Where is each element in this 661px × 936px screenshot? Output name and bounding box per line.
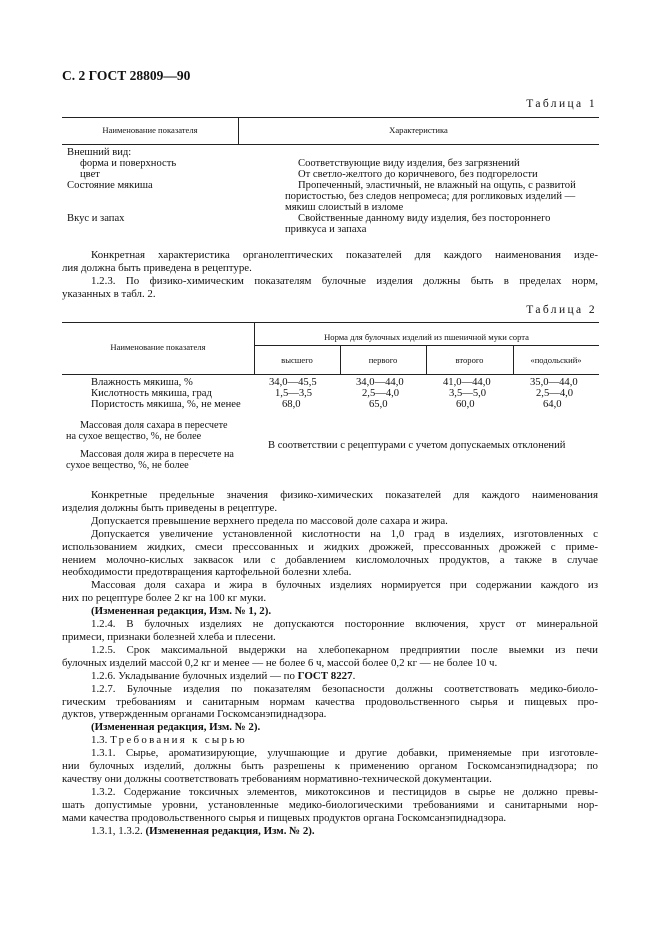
table2-header-rule bbox=[62, 374, 599, 375]
text-line: качеству они должны соответствовать требованиям нормативно-технической документации. bbox=[62, 772, 492, 785]
table2-cell: 60,0 bbox=[456, 399, 475, 410]
text-line: 1.2.7. Булочные изделия по показателям безопасности должны соответствовать медико-биоло- bbox=[91, 682, 598, 695]
text-line: шать допустимые уровни, установленные медико-биологическими требованиями и санитарными нор- bbox=[62, 798, 598, 811]
amended-note: (Измененная редакция, Изм. № 2). bbox=[145, 824, 315, 837]
table2-cell: 64,0 bbox=[543, 399, 562, 410]
text-line: 1.2.3. По физико-химическим показателям булочные изделия должны быть в пределах норм, bbox=[91, 274, 598, 287]
text-line bbox=[62, 670, 598, 683]
table2-grade-podolsky: «подольский» bbox=[530, 355, 582, 365]
table1-value-shape: Соответствующие виду изделия, без загрязнений bbox=[298, 158, 520, 169]
table2-cell: 35,0—44,0 bbox=[530, 377, 578, 388]
text-run: 1.2.6. Укладывание булочных изделий — по bbox=[91, 669, 298, 682]
table1-caption: Таблица 1 bbox=[526, 98, 597, 110]
body-text bbox=[62, 489, 598, 837]
table2-cell: 34,0—44,0 bbox=[356, 377, 404, 388]
table2-cell: 3,5—5,0 bbox=[449, 388, 487, 399]
table2-row-fat-1: Массовая доля жира в пересчете на bbox=[80, 449, 234, 460]
text-line: Допускается превышение верхнего предела по массовой доле сахара и жира. bbox=[91, 514, 448, 527]
table2-top-rule bbox=[62, 322, 599, 323]
text-line: использованием жидких, смеси прессованных и жидких дрожжей, прессованных дрожжей с приме- bbox=[62, 540, 598, 553]
table2-cell: 68,0 bbox=[282, 399, 301, 410]
table2-caption: Таблица 2 bbox=[526, 304, 597, 316]
text-line: Массовая доля сахара и жира в булочных изделиях нормируется при содержании каждого из bbox=[91, 579, 598, 592]
table1-value-crumb-1: Пропеченный, эластичный, не влажный на ощупь, с развитой bbox=[298, 180, 576, 191]
table2-cell: 2,5—4,0 bbox=[362, 388, 400, 399]
text-line: указанных в табл. 2. bbox=[62, 287, 156, 300]
text-line: 1.2.4. В булочных изделиях не допускаются посторонние включения, хруст от минеральной bbox=[91, 618, 598, 631]
table2-cell: 65,0 bbox=[369, 399, 388, 410]
table1-value-taste-1: Свойственные данному виду изделия, без постороннего bbox=[298, 213, 551, 224]
text-line: лия должна быть приведена в рецептуре. bbox=[62, 261, 252, 274]
text-line: Допускается увеличение установленной кислотности на 1,0 град в изделиях, изготовленных с bbox=[91, 527, 598, 540]
text-line: нии булочных изделий, должны быть разрешены к применению органом Госкомсанэпиднадзора; по bbox=[62, 760, 598, 773]
text-line: 1.2.5. Срок максимальной выдержки на хлебопекарном предприятии после выемки из печи bbox=[91, 643, 598, 656]
text-line: мами качества продовольственного сырья и пищевых продуктов органа Госкомсанэпиднадзора. bbox=[62, 811, 507, 824]
table1-header-characteristic: Характеристика bbox=[389, 125, 448, 135]
table2-header-name: Наименование показателя bbox=[110, 342, 206, 352]
text-run: 1.3.1, 1.3.2. bbox=[91, 824, 146, 837]
table1-value-taste-2: привкуса и запаха bbox=[285, 224, 367, 235]
table2-row-acidity: Кислотность мякиша, град bbox=[91, 388, 212, 399]
text-line: необходимости предотвращения картофельной болезни хлеба. bbox=[62, 566, 352, 579]
table1-value-color: От светло-желтого до коричневого, без подгорелости bbox=[298, 169, 538, 180]
table1-value-crumb-3: мякиш слоистый в изломе bbox=[285, 202, 404, 213]
paragraph-organoleptic bbox=[62, 249, 598, 301]
table2-merged-note: В соответствии с рецептурами с учетом допускаемых отклонений bbox=[268, 440, 566, 451]
table2-row-sugar-1: Массовая доля сахара в пересчете bbox=[80, 420, 228, 431]
table2-cell: 41,0—44,0 bbox=[443, 377, 491, 388]
table1-row-appearance: Внешний вид: bbox=[67, 147, 132, 158]
text-line: 1.3.2. Содержание токсичных элементов, микотоксинов и пестицидов в сырье не должно превы- bbox=[91, 785, 598, 798]
table2-grade-second: второго bbox=[455, 355, 484, 365]
text-line: Конкретные предельные значения физико-химических показателей для каждого наименования bbox=[91, 489, 598, 501]
text-line: нением молочно-кислых заквасок или с добавлением кисломолочных продуктов, а также в случае bbox=[62, 553, 598, 566]
text-line: примеси, признаки болезней хлеба и плесени. bbox=[62, 630, 276, 643]
table2-cell: 1,5—3,5 bbox=[275, 388, 313, 399]
gost-reference: ГОСТ 8227 bbox=[297, 669, 353, 682]
section-heading bbox=[62, 734, 598, 747]
text-line: 1.3.1. Сырье, ароматизирующие, улучшающие и другие добавки, применяемые при изготовле- bbox=[91, 747, 598, 760]
table2-row-moisture: Влажность мякиша, % bbox=[91, 377, 193, 388]
text-line: изделия должны быть приведены в рецептуре. bbox=[62, 501, 278, 514]
table2-grade-highest: высшего bbox=[281, 355, 313, 365]
table1-row-crumb: Состояние мякиша bbox=[67, 180, 153, 191]
table1-top-rule bbox=[62, 117, 599, 118]
text-line: гическим требованиям и санитарным нормам качества продовольственного сырья и пищевых про- bbox=[62, 695, 598, 708]
table1-row-shape: форма и поверхность bbox=[80, 158, 177, 169]
table2-group-header: Норма для булочных изделий из пшеничной муки сорта bbox=[324, 332, 529, 342]
page-header: С. 2 ГОСТ 28809—90 bbox=[62, 68, 191, 83]
text-run: . bbox=[352, 669, 356, 682]
table1-header-name: Наименование показателя bbox=[102, 125, 198, 135]
table2-name-divider bbox=[254, 322, 255, 374]
text-line: булочных изделий массой 0,2 кг и менее — не более 6 ч, массой более 0,2 кг — не более 10 ч. bbox=[62, 656, 498, 669]
table1-header-rule bbox=[62, 144, 599, 145]
table1-row-taste: Вкус и запах bbox=[67, 213, 125, 224]
amended-note: (Измененная редакция, Изм. № 1, 2). bbox=[91, 605, 272, 618]
section-title: Требования к сырью bbox=[110, 734, 247, 747]
table2-cell: 34,0—45,5 bbox=[269, 377, 317, 388]
table2-row-sugar-2: на сухое вещество, %, не более bbox=[66, 431, 202, 442]
table1-value-crumb-2: пористостью, без следов непромеса; для рогликовых изделий — bbox=[285, 191, 576, 202]
section-number: 1.3. bbox=[91, 734, 111, 747]
table2-row-fat-2: сухое вещество, %, не более bbox=[66, 460, 189, 471]
text-line: них по рецептуре более 2 кг на 100 кг муки. bbox=[62, 592, 267, 605]
table2-row-porosity: Пористость мякиша, %, не менее bbox=[91, 399, 241, 410]
text-line: Конкретная характеристика органолептических показателей для каждого наименования изде- bbox=[91, 249, 598, 261]
text-line: дуктов, утвержденным органами Госкомсанэпиднадзора. bbox=[62, 708, 327, 721]
text-line bbox=[62, 825, 598, 838]
amended-note: (Измененная редакция, Изм. № 2). bbox=[91, 721, 261, 734]
table1-row-color: цвет bbox=[80, 169, 100, 180]
table2-cell: 2,5—4,0 bbox=[536, 388, 574, 399]
table2-grade-first: первого bbox=[368, 355, 398, 365]
